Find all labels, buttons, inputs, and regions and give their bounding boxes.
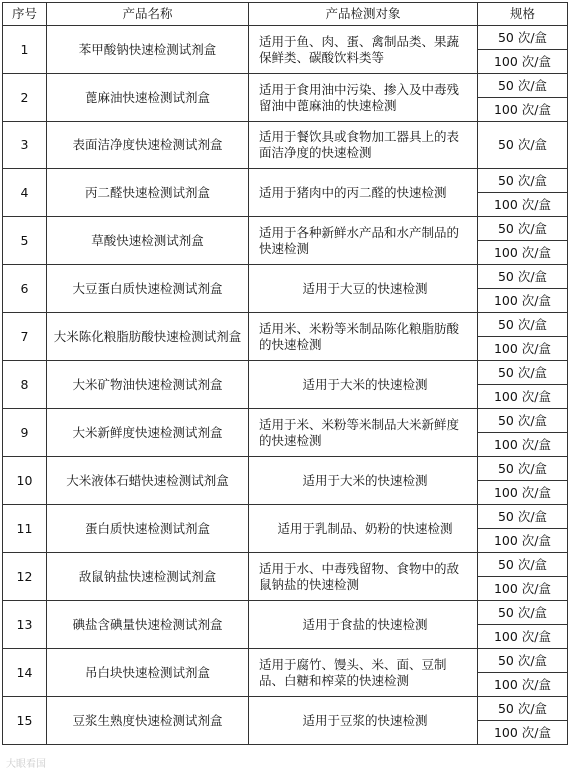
header-num: 序号 — [3, 3, 47, 26]
spec-cell: 50 次/盒 — [478, 697, 568, 721]
table-row — [3, 26, 568, 50]
spec-cell: 100 次/盒 — [478, 241, 568, 265]
table-row — [3, 74, 568, 98]
row-number: 7 — [3, 313, 47, 361]
table-row — [3, 697, 568, 721]
watermark: 大眼看国 — [6, 759, 46, 770]
row-number: 5 — [3, 217, 47, 265]
detection-target: 适用于乳制品、奶粉的快速检测 — [249, 505, 478, 553]
spec-cell: 50 次/盒 — [478, 74, 568, 98]
row-number: 4 — [3, 169, 47, 217]
table-row — [3, 649, 568, 673]
detection-target: 适用于猪肉中的丙二醛的快速检测 — [249, 169, 478, 217]
spec-cell: 100 次/盒 — [478, 529, 568, 553]
product-name: 吊白块快速检测试剂盒 — [47, 649, 249, 697]
spec-cell: 100 次/盒 — [478, 98, 568, 122]
header-name: 产品名称 — [47, 3, 249, 26]
product-name: 蛋白质快速检测试剂盒 — [47, 505, 249, 553]
header-row — [3, 3, 568, 26]
row-number: 3 — [3, 122, 47, 169]
spec-cell: 100 次/盒 — [478, 385, 568, 409]
detection-target: 适用于大豆的快速检测 — [249, 265, 478, 313]
detection-target: 适用于食盐的快速检测 — [249, 601, 478, 649]
row-number: 8 — [3, 361, 47, 409]
row-number: 15 — [3, 697, 47, 745]
row-number: 12 — [3, 553, 47, 601]
detection-target: 适用于豆浆的快速检测 — [249, 697, 478, 745]
header-target: 产品检测对象 — [249, 3, 478, 26]
product-name: 碘盐含碘量快速检测试剂盒 — [47, 601, 249, 649]
detection-target: 适用于大米的快速检测 — [249, 457, 478, 505]
table-row — [3, 553, 568, 577]
product-name: 草酸快速检测试剂盒 — [47, 217, 249, 265]
detection-target: 适用于鱼、肉、蛋、禽制品类、果蔬保鲜类、碳酸饮料类等 — [249, 26, 478, 74]
detection-target: 适用米、米粉等米制品陈化粮脂肪酸的快速检测 — [249, 313, 478, 361]
row-number: 11 — [3, 505, 47, 553]
detection-target: 适用于餐饮具或食物加工器具上的表面洁净度的快速检测 — [249, 122, 478, 169]
table-row — [3, 265, 568, 289]
spec-cell: 50 次/盒 — [478, 265, 568, 289]
spec-cell: 50 次/盒 — [478, 313, 568, 337]
table-row — [3, 122, 568, 169]
spec-cell: 50 次/盒 — [478, 457, 568, 481]
table-row — [3, 313, 568, 337]
detection-target: 适用于水、中毒残留物、食物中的敌鼠钠盐的快速检测 — [249, 553, 478, 601]
spec-cell: 50 次/盒 — [478, 649, 568, 673]
spec-cell: 50 次/盒 — [478, 505, 568, 529]
product-name: 大豆蛋白质快速检测试剂盒 — [47, 265, 249, 313]
row-number: 10 — [3, 457, 47, 505]
product-name: 大米新鲜度快速检测试剂盒 — [47, 409, 249, 457]
spec-cell: 100 次/盒 — [478, 577, 568, 601]
spec-cell: 50 次/盒 — [478, 409, 568, 433]
spec-cell: 100 次/盒 — [478, 673, 568, 697]
row-number: 14 — [3, 649, 47, 697]
spec-cell: 100 次/盒 — [478, 50, 568, 74]
row-number: 6 — [3, 265, 47, 313]
spec-cell: 100 次/盒 — [478, 193, 568, 217]
product-table — [2, 2, 568, 745]
spec-cell: 50 次/盒 — [478, 122, 568, 169]
table-row — [3, 361, 568, 385]
table-row — [3, 217, 568, 241]
spec-cell: 50 次/盒 — [478, 217, 568, 241]
table-row — [3, 601, 568, 625]
spec-cell: 50 次/盒 — [478, 26, 568, 50]
table-row — [3, 169, 568, 193]
product-name: 苯甲酸钠快速检测试剂盒 — [47, 26, 249, 74]
product-name: 表面洁净度快速检测试剂盒 — [47, 122, 249, 169]
spec-cell: 50 次/盒 — [478, 361, 568, 385]
spec-cell: 100 次/盒 — [478, 289, 568, 313]
spec-cell: 100 次/盒 — [478, 481, 568, 505]
row-number: 9 — [3, 409, 47, 457]
product-name: 丙二醛快速检测试剂盒 — [47, 169, 249, 217]
detection-target: 适用于各种新鲜水产品和水产制品的快速检测 — [249, 217, 478, 265]
spec-cell: 50 次/盒 — [478, 169, 568, 193]
spec-cell: 50 次/盒 — [478, 553, 568, 577]
spec-cell: 100 次/盒 — [478, 625, 568, 649]
product-name: 蓖麻油快速检测试剂盒 — [47, 74, 249, 122]
spec-cell: 100 次/盒 — [478, 433, 568, 457]
product-name: 大米液体石蜡快速检测试剂盒 — [47, 457, 249, 505]
product-name: 豆浆生熟度快速检测试剂盒 — [47, 697, 249, 745]
detection-target: 适用于大米的快速检测 — [249, 361, 478, 409]
row-number: 1 — [3, 26, 47, 74]
row-number: 13 — [3, 601, 47, 649]
spec-cell: 100 次/盒 — [478, 721, 568, 745]
spec-cell: 50 次/盒 — [478, 601, 568, 625]
spec-cell: 100 次/盒 — [478, 337, 568, 361]
header-spec: 规格 — [478, 3, 568, 26]
product-name: 大米陈化粮脂肪酸快速检测试剂盒 — [47, 313, 249, 361]
product-name: 敌鼠钠盐快速检测试剂盒 — [47, 553, 249, 601]
table-row — [3, 505, 568, 529]
detection-target: 适用于米、米粉等米制品大米新鲜度的快速检测 — [249, 409, 478, 457]
row-number: 2 — [3, 74, 47, 122]
product-name: 大米矿物油快速检测试剂盒 — [47, 361, 249, 409]
table-row — [3, 409, 568, 433]
detection-target: 适用于腐竹、馒头、米、面、豆制品、白糖和榨菜的快速检测 — [249, 649, 478, 697]
detection-target: 适用于食用油中污染、掺入及中毒残留油中蓖麻油的快速检测 — [249, 74, 478, 122]
table-body — [3, 26, 568, 745]
table-row — [3, 457, 568, 481]
